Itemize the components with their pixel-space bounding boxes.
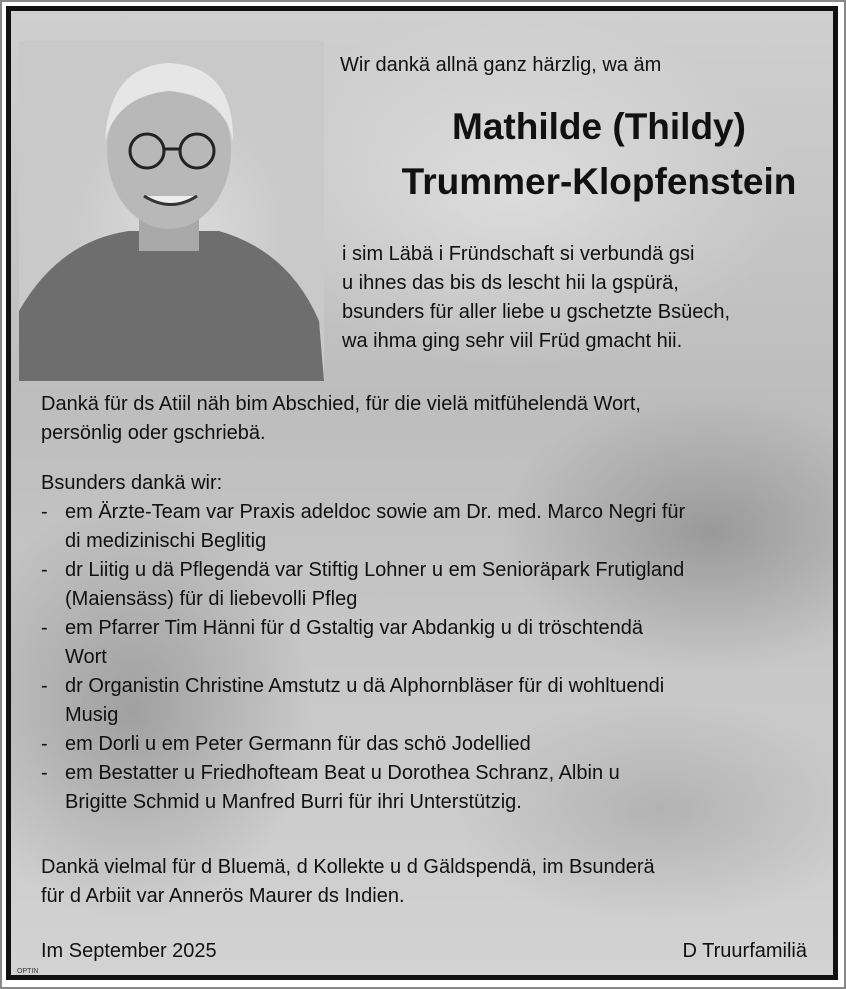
deceased-name-line2: Trummer-Klopfenstein — [401, 161, 797, 202]
bullet-dash: - — [41, 762, 48, 784]
list-item-text: dr Liitig u dä Pflegendä var Stiftig Lohner u em Senioräpark Frutigland — [65, 559, 685, 581]
imprint: OPTIN — [17, 968, 39, 975]
list-item-text: (Maiensäss) für di liebevolli Pfleg — [65, 588, 358, 610]
list-item-text: em Bestatter u Friedhofteam Beat u Dorothea Schranz, Albin u — [65, 762, 620, 784]
list-item-text: di medizinischi Beglitig — [65, 530, 267, 552]
verse-line: i sim Läbä i Fründschaft si verbundä gsi — [342, 243, 695, 265]
bullet-dash: - — [41, 617, 48, 639]
bullet-dash: - — [41, 501, 48, 523]
bullet-dash: - — [41, 559, 48, 581]
portrait-photo — [19, 41, 324, 381]
signature: D Truurfamiliä — [682, 940, 807, 962]
verse-line: wa ihma ging sehr viil Früd gmacht hii. — [342, 330, 683, 352]
deceased-name-line1: Mathilde (Thildy) — [452, 106, 746, 147]
list-item-text: Musig — [65, 704, 119, 726]
list-item-text: em Pfarrer Tim Hänni für d Gstaltig var Abdankig u di tröschtendä — [65, 617, 644, 639]
list-item-text: dr Organistin Christine Amstutz u dä Alphornbläser für di wohltuendi — [65, 675, 665, 697]
date: Im September 2025 — [41, 940, 217, 962]
verse-line: u ihnes das bis ds lescht hii la gspürä, — [342, 272, 679, 294]
thanks-line: Dankä vielmal für d Bluemä, d Kollekte u d Gäldspendä, im Bsunderä — [41, 856, 655, 878]
bullet-dash: - — [41, 733, 48, 755]
bullet-dash: - — [41, 675, 48, 697]
thanks-line: Dankä für ds Atiil näh bim Abschied, für die vielä mitfühelendä Wort, — [41, 393, 641, 415]
list-item-text: em Ärzte-Team var Praxis adeldoc sowie am Dr. med. Marco Negri für — [65, 501, 686, 523]
thanks-line: persönlig oder gschriebä. — [41, 422, 266, 444]
verse-line: bsunders für aller liebe u gschetzte Bsüech, — [342, 301, 730, 323]
notice — [6, 6, 838, 980]
list-item-text: em Dorli u em Peter Germann für das schö Jodellied — [65, 733, 531, 755]
intro-text: Wir dankä allnä ganz härzlig, wa äm — [340, 54, 662, 76]
thanks-line: für d Arbiit var Annerös Maurer ds Indien. — [41, 885, 405, 907]
list-item-text: Brigitte Schmid u Manfred Burri für ihri Unterstützig. — [65, 791, 522, 813]
special-heading: Bsunders dankä wir: — [41, 472, 223, 494]
list-item-text: Wort — [65, 646, 107, 668]
